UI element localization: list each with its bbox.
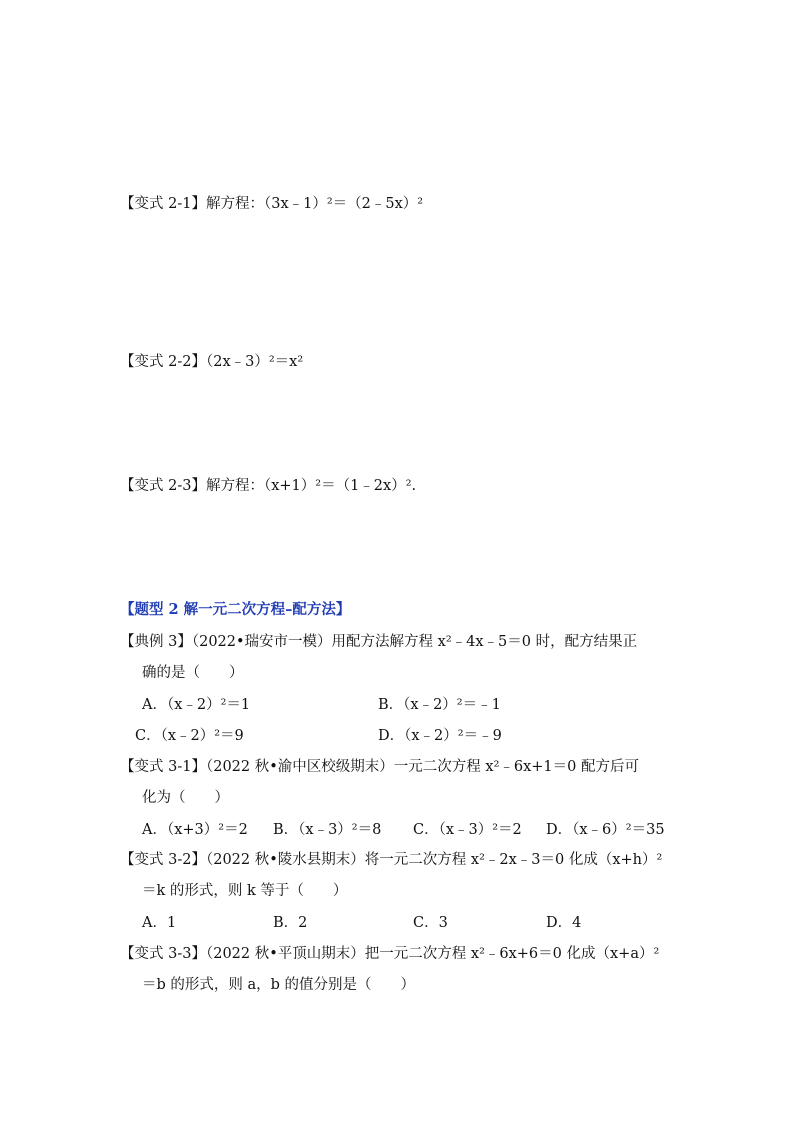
variant-3-2-line2: ＝k 的形式，则 k 等于（ ）	[142, 883, 348, 899]
variant-3-2-option-d: D．4	[546, 915, 582, 931]
variant-label: 【变式 3-1】	[120, 759, 206, 775]
example-label: 【典例 3】	[120, 634, 192, 650]
variant-label: 【变式 2-3】	[120, 478, 206, 494]
variant-text: （2022 秋•陵水县期末）将一元二次方程 x²﹣2x﹣3＝0 化成（x+h）²	[205, 852, 663, 868]
variant-2-1	[120, 194, 423, 214]
variant-3-2-option-c: C．3	[413, 915, 448, 931]
variant-3-2-line1	[120, 850, 662, 870]
variant-text: （2022 秋•渝中区校级期末）一元二次方程 x²﹣6x+1＝0 配方后可	[205, 759, 639, 775]
variant-3-1-option-d: D．（x﹣6）²＝35	[546, 822, 665, 838]
example-3-option-a: A．（x﹣2）²＝1	[142, 697, 251, 713]
variant-label: 【变式 3-2】	[120, 852, 206, 868]
example-3-line1	[120, 632, 637, 652]
variant-3-2-option-a: A．1	[142, 915, 177, 931]
variant-3-3-line1	[120, 944, 659, 964]
variant-2-3	[120, 476, 416, 496]
variant-3-1-line1	[120, 757, 639, 777]
variant-label: 【变式 2-2】	[120, 354, 206, 370]
variant-3-3-line2: ＝b 的形式，则 a，b 的值分别是（ ）	[142, 977, 416, 993]
example-3-option-d: D．（x﹣2）²＝﹣9	[378, 728, 502, 744]
variant-3-1-option-c: C．（x﹣3）²＝2	[413, 822, 522, 838]
variant-3-1-option-b: B．（x﹣3）²＝8	[273, 822, 382, 838]
example-text: （2022•瑞安市一模）用配方法解方程 x²﹣4x﹣5＝0 时，配方结果正	[191, 634, 638, 650]
variant-text: 解方程：（x+1）²＝（1﹣2x）².	[205, 478, 417, 494]
variant-3-2-option-b: B．2	[273, 915, 308, 931]
variant-label: 【变式 2-1】	[120, 196, 206, 212]
variant-text: （2x﹣3）²＝x²	[205, 354, 304, 370]
variant-3-1-option-a: A．（x+3）²＝2	[142, 822, 248, 838]
variant-label: 【变式 3-3】	[120, 946, 206, 962]
section-heading: 【题型 2 解一元二次方程–配方法】	[120, 601, 351, 618]
example-3-option-c: C．（x﹣2）²＝9	[135, 728, 244, 744]
variant-text: （2022 秋•平顶山期末）把一元二次方程 x²﹣6x+6＝0 化成（x+a）²	[205, 946, 660, 962]
variant-text: 解方程：（3x﹣1）²＝（2﹣5x）²	[205, 196, 424, 212]
variant-3-1-line2: 化为（ ）	[142, 790, 229, 806]
example-3-line2: 确的是（ ）	[142, 665, 244, 681]
variant-2-2	[120, 352, 303, 372]
example-3-option-b: B．（x﹣2）²＝﹣1	[378, 697, 501, 713]
